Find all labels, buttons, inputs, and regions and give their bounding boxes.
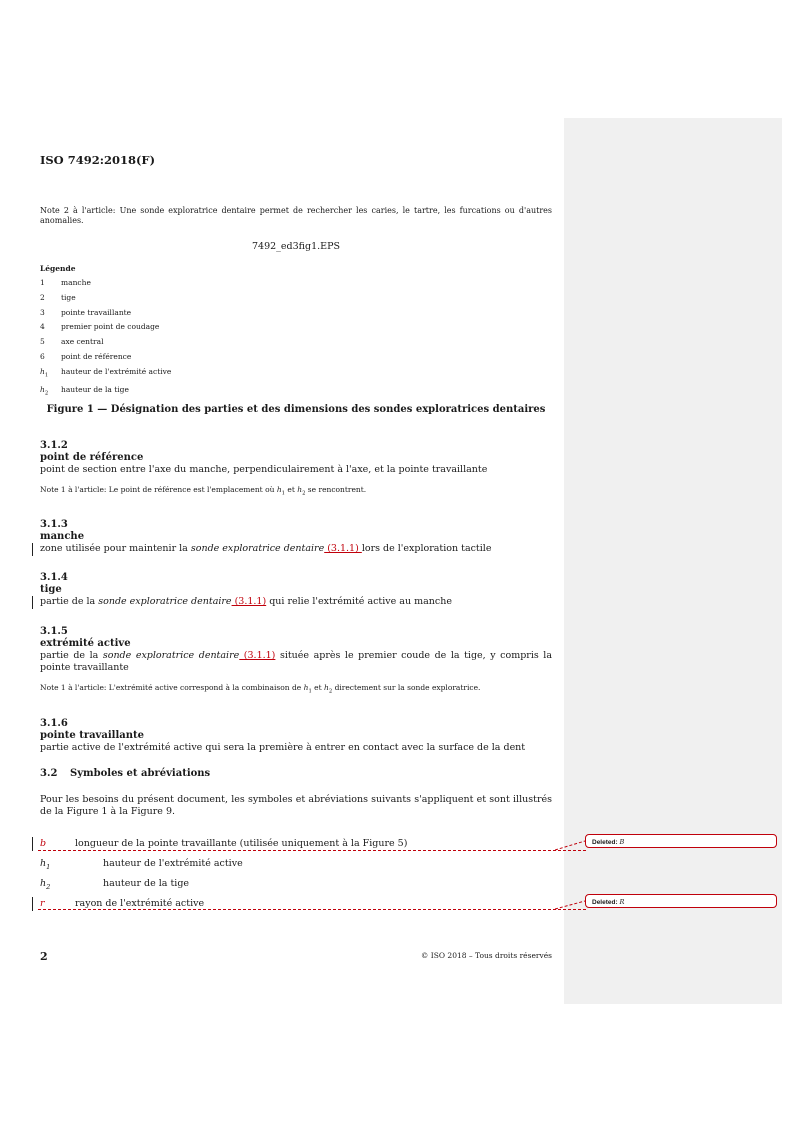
legend-item: $h_1$ hauteur de l'extrémité active — [40, 366, 172, 379]
change-bar — [32, 543, 33, 556]
term-name: extrémité active — [40, 638, 131, 649]
term-definition: partie active de l'extrémité active qui sera la première à entrer en contact avec la surface de la dent — [40, 742, 526, 753]
revision-connector — [38, 850, 586, 851]
revision-connector — [38, 909, 586, 910]
cross-reference-link[interactable]: (3.1.1) — [231, 596, 267, 607]
cross-reference-link[interactable]: (3.1.1) — [239, 650, 276, 661]
legend-item: 3 pointe travaillante — [40, 307, 132, 317]
change-bar — [32, 897, 33, 911]
term-name: pointe travaillante — [40, 730, 144, 741]
comments-margin-pane — [564, 118, 782, 1004]
term-3-1-4 — [40, 572, 552, 608]
change-bar — [32, 596, 33, 609]
note-intro: Note 2 à l'article: Une sonde exploratrice dentaire permet de rechercher les caries, le tartre, les furcations ou d'autres anomalies. — [40, 206, 552, 225]
term-definition: zone utilisée pour maintenir la sonde exploratrice dentaire (3.1.1) lors de l'exploration tactile — [40, 543, 492, 554]
term-name: tige — [40, 584, 62, 595]
legend-item: 1 manche — [40, 278, 91, 287]
figure-file-name: 7492_ed3fig1.EPS — [252, 241, 340, 252]
section-intro: Pour les besoins du présent document, les symboles et abréviations suivants s'appliquent et sont illustrés de la Figure 1 à la Figure 9. — [40, 794, 552, 817]
term-name: manche — [40, 531, 85, 542]
term-number: 3.1.5 — [40, 626, 68, 637]
term-note: Note 1 à l'article: L'extrémité active correspond à la combinaison de $h_1$ et $h_2$ directement sur la sonde exploratrice. — [40, 683, 481, 695]
legend-item: 2 tige — [40, 292, 76, 302]
legend-title: Légende — [40, 264, 76, 273]
term-definition: point de section entre l'axe du manche, perpendiculairement à l'axe, et la pointe travaillante — [40, 464, 488, 475]
term-note: Note 1 à l'article: Le point de référence est l'emplacement où $h_1$ et $h_2$ se rencontrent. — [40, 485, 367, 497]
legend-item: 4 premier point de coudage — [40, 322, 160, 332]
legend-item: 5 axe central — [40, 337, 104, 347]
page-number: 2 — [40, 950, 48, 963]
term-definition: partie de la sonde exploratrice dentaire (3.1.1) qui relie l'extrémité active au manche — [40, 596, 452, 607]
term-3-1-6 — [40, 718, 552, 754]
symbol: $h_1$ — [40, 858, 51, 871]
figure-legend — [40, 276, 171, 401]
legend-item: 6 point de référence — [40, 351, 132, 361]
symbol: $h_2$ — [40, 878, 51, 891]
term-3-1-5 — [40, 626, 552, 697]
term-3-1-3 — [40, 519, 552, 555]
symbol: b — [40, 838, 47, 849]
term-number: 3.1.6 — [40, 718, 68, 729]
symbol-description: rayon de l'extrémité active — [75, 898, 205, 909]
standard-id: ISO 7492:2018(F) — [40, 153, 156, 167]
term-name: point de référence — [40, 452, 144, 463]
term-number: 3.1.4 — [40, 572, 68, 583]
term-number: 3.1.3 — [40, 519, 68, 530]
deleted-comment-balloon[interactable]: Deleted: B — [585, 834, 777, 848]
cross-reference-link[interactable]: (3.1.1) — [324, 543, 362, 554]
legend-item: $h_2$ hauteur de la tige — [40, 385, 129, 397]
symbol: r — [40, 898, 45, 909]
section-heading: 3.2 Symboles et abréviations — [40, 768, 211, 779]
symbol-description: hauteur de la tige — [103, 878, 190, 889]
change-bar — [32, 837, 33, 851]
copyright-notice: © ISO 2018 – Tous droits réservés — [420, 951, 552, 960]
term-number: 3.1.2 — [40, 440, 68, 451]
figure-caption: Figure 1 — Désignation des parties et des dimensions des sondes exploratrices dentaires — [46, 404, 546, 415]
term-3-1-2 — [40, 440, 552, 499]
symbol-description: hauteur de l'extrémité active — [103, 858, 243, 869]
deleted-comment-balloon[interactable]: Deleted: R — [585, 894, 777, 908]
symbol-description: longueur de la pointe travaillante (utilisée uniquement à la Figure 5) — [75, 838, 408, 849]
term-definition: partie de la sonde exploratrice dentaire (3.1.1) située après le premier coude de la tige, y compris la pointe travaillante — [40, 650, 552, 673]
